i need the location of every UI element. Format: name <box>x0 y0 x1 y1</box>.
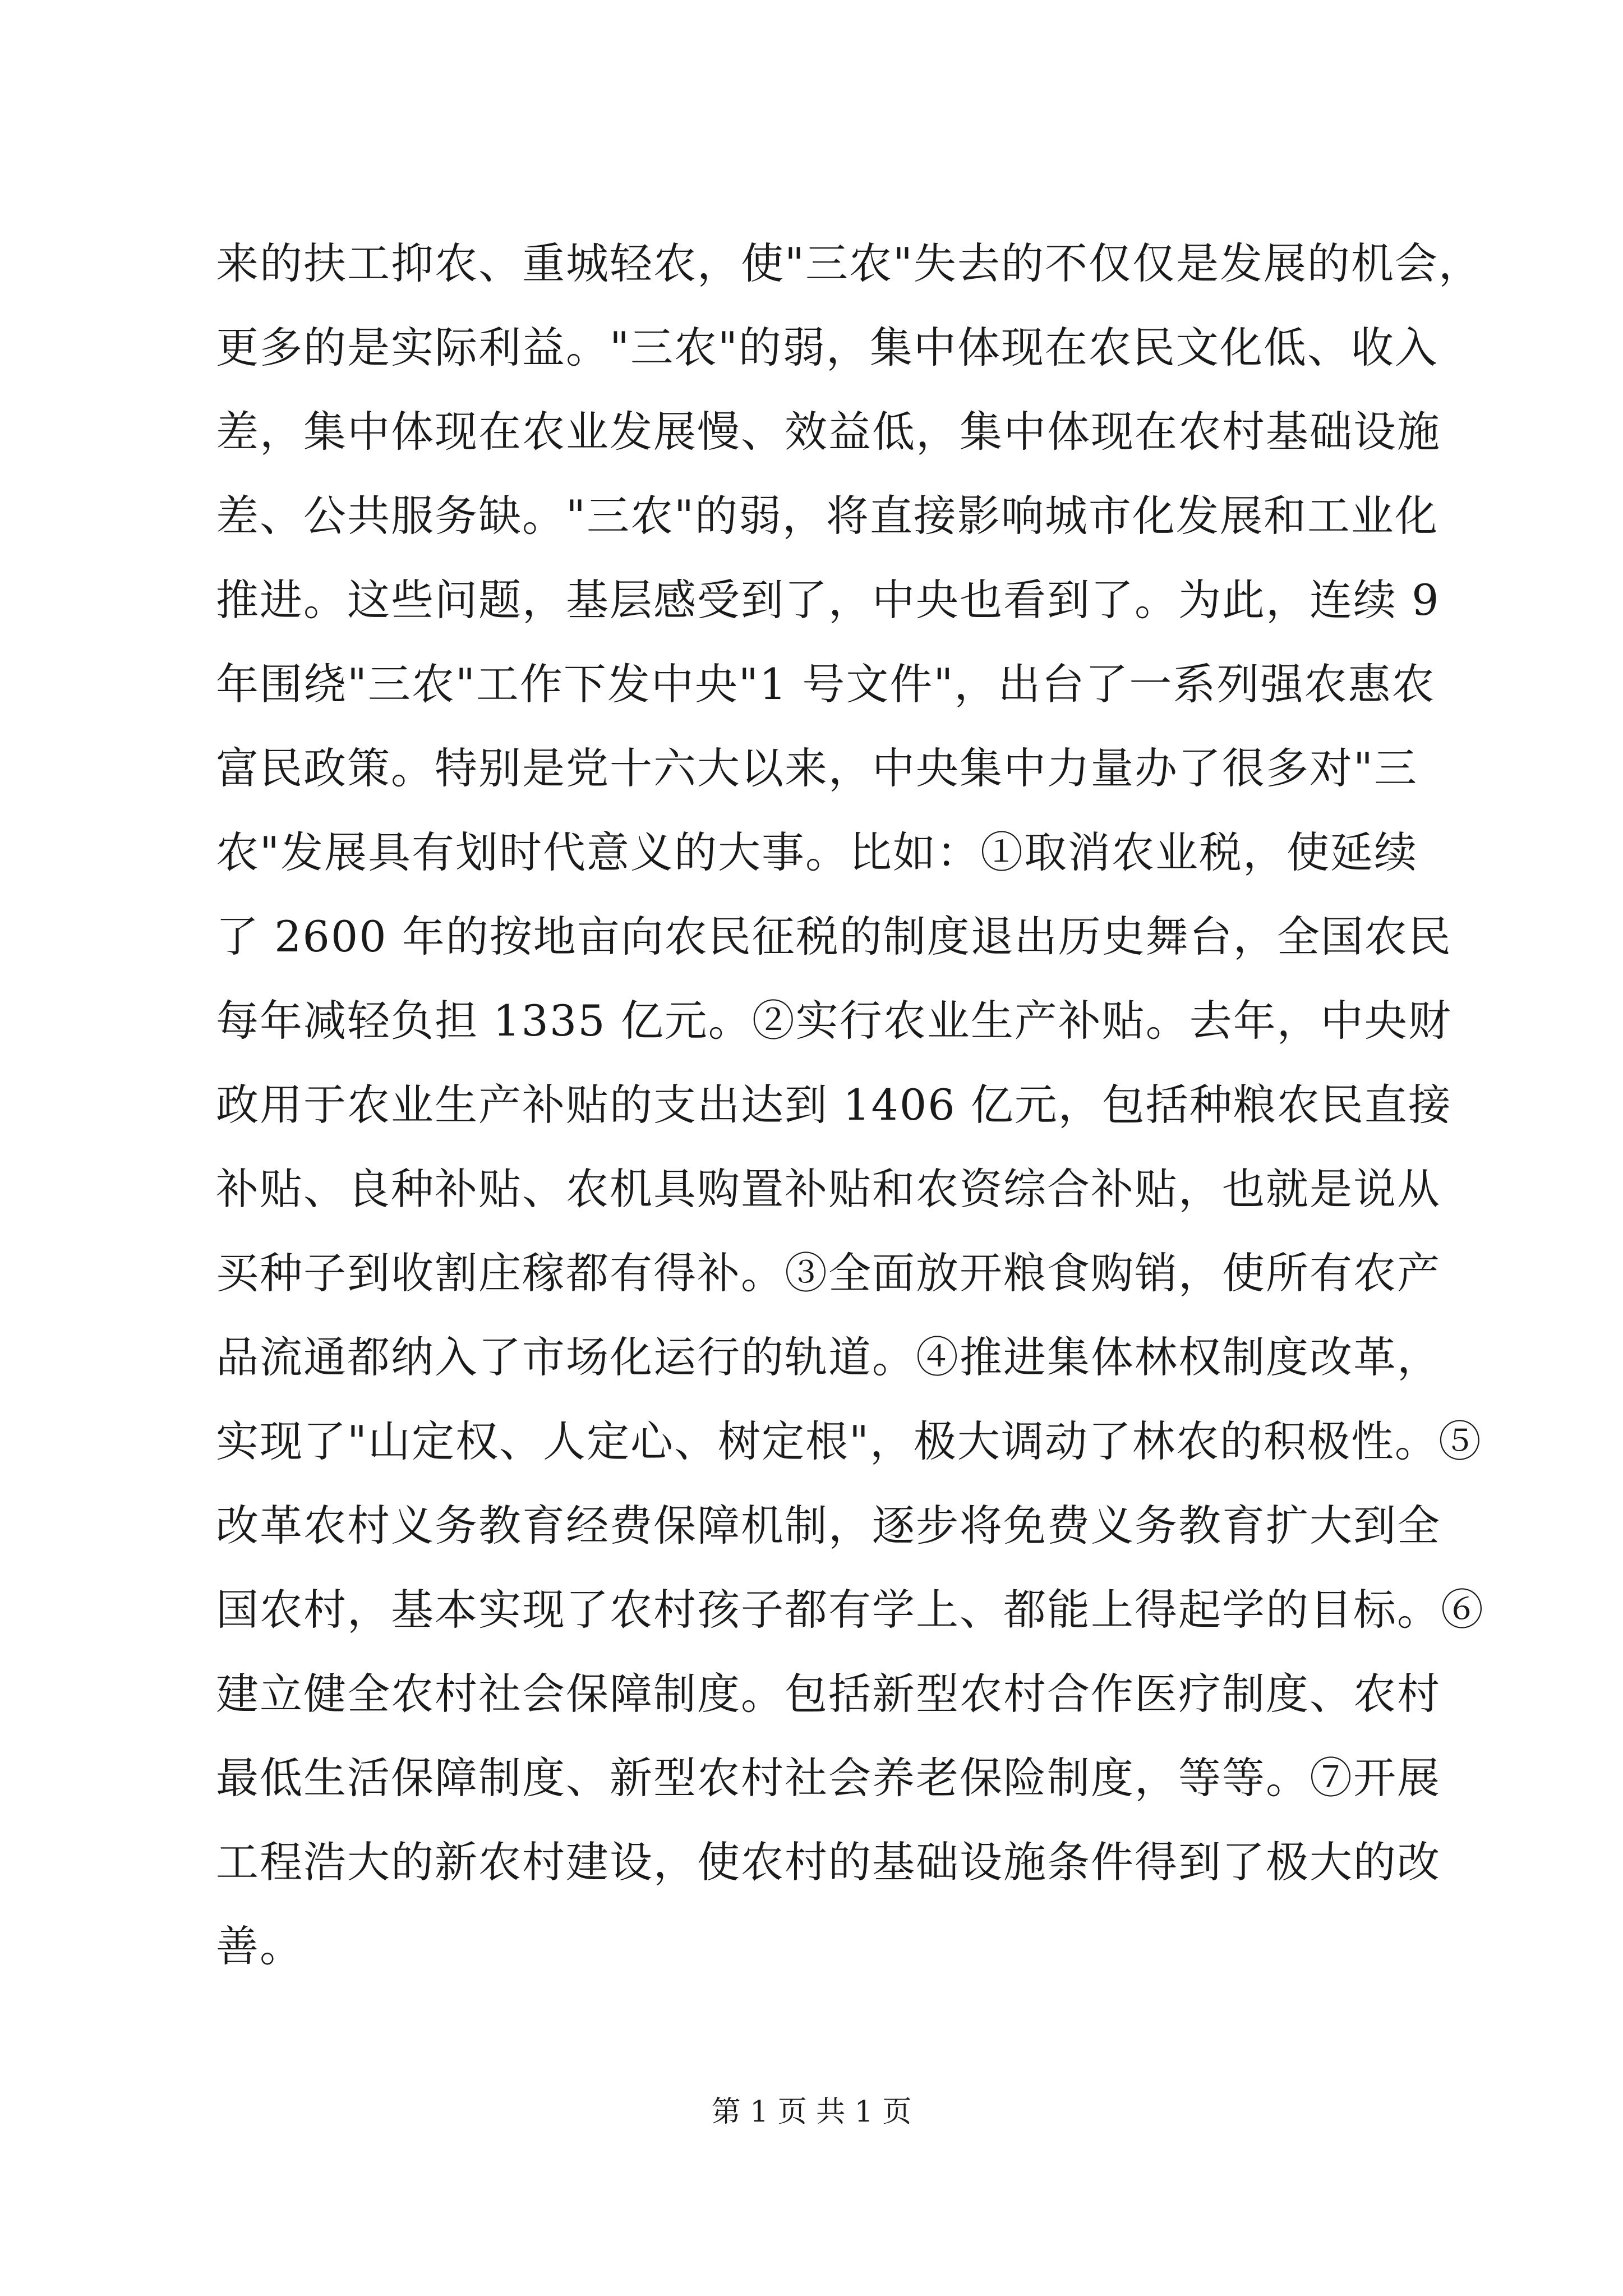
text-line-9: 了 2600 年的按地亩向农民征税的制度退出历史舞台，全国农民 <box>216 912 1452 961</box>
text-line-18: 建立健全农村社会保障制度。包括新型农村合作医疗制度、农村 <box>216 1669 1441 1719</box>
text-line-3: 差，集中体现在农业发展慢、效益低，集中体现在农村基础设施 <box>216 407 1441 457</box>
text-line-8: 农"发展具有划时代意义的大事。比如：①取消农业税，使延续 <box>216 827 1418 877</box>
text-line-12: 补贴、良种补贴、农机具购置补贴和农资综合补贴，也就是说从 <box>216 1164 1441 1214</box>
text-line-21: 善。 <box>216 1921 303 1971</box>
text-line-1: 来的扶工抑农、重城轻农，使"三农"失去的不仅仅是发展的机会， <box>216 238 1482 288</box>
text-line-17: 国农村，基本实现了农村孩子都有学上、都能上得起学的目标。⑥ <box>216 1585 1484 1635</box>
text-line-16: 改革农村义务教育经费保障机制，逐步将免费义务教育扩大到全 <box>216 1501 1441 1550</box>
text-line-14: 品流通都纳入了市场化运行的轨道。④推进集体林权制度改革， <box>216 1332 1441 1382</box>
text-line-15: 实现了"山定权、人定心、树定根"，极大调动了林农的积极性。⑤ <box>216 1416 1482 1466</box>
body-text <box>216 222 1484 1989</box>
text-line-5: 推进。这些问题，基层感受到了，中央也看到了。为此，连续 9 <box>216 575 1440 625</box>
page-footer: 第 1 页 共 1 页 <box>711 2095 912 2129</box>
text-line-7: 富民政策。特别是党十六大以来，中央集中力量办了很多对"三 <box>216 743 1418 793</box>
text-line-11: 政用于农业生产补贴的支出达到 1406 亿元，包括种粮农民直接 <box>216 1080 1452 1130</box>
text-line-4: 差、公共服务缺。"三农"的弱，将直接影响城市化发展和工业化 <box>216 491 1438 541</box>
text-line-19: 最低生活保障制度、新型农村社会养老保险制度，等等。⑦开展 <box>216 1753 1441 1803</box>
text-line-13: 买种子到收割庄稼都有得补。③全面放开粮食购销，使所有农产 <box>216 1248 1441 1298</box>
text-line-6: 年围绕"三农"工作下发中央"1 号文件"，出台了一系列强农惠农 <box>216 659 1436 709</box>
text-line-2: 更多的是实际利益。"三农"的弱，集中体现在农民文化低、收入 <box>216 323 1438 372</box>
text-line-10: 每年减轻负担 1335 亿元。②实行农业生产补贴。去年，中央财 <box>216 996 1452 1046</box>
text-line-20: 工程浩大的新农村建设，使农村的基础设施条件得到了极大的改 <box>216 1837 1441 1887</box>
